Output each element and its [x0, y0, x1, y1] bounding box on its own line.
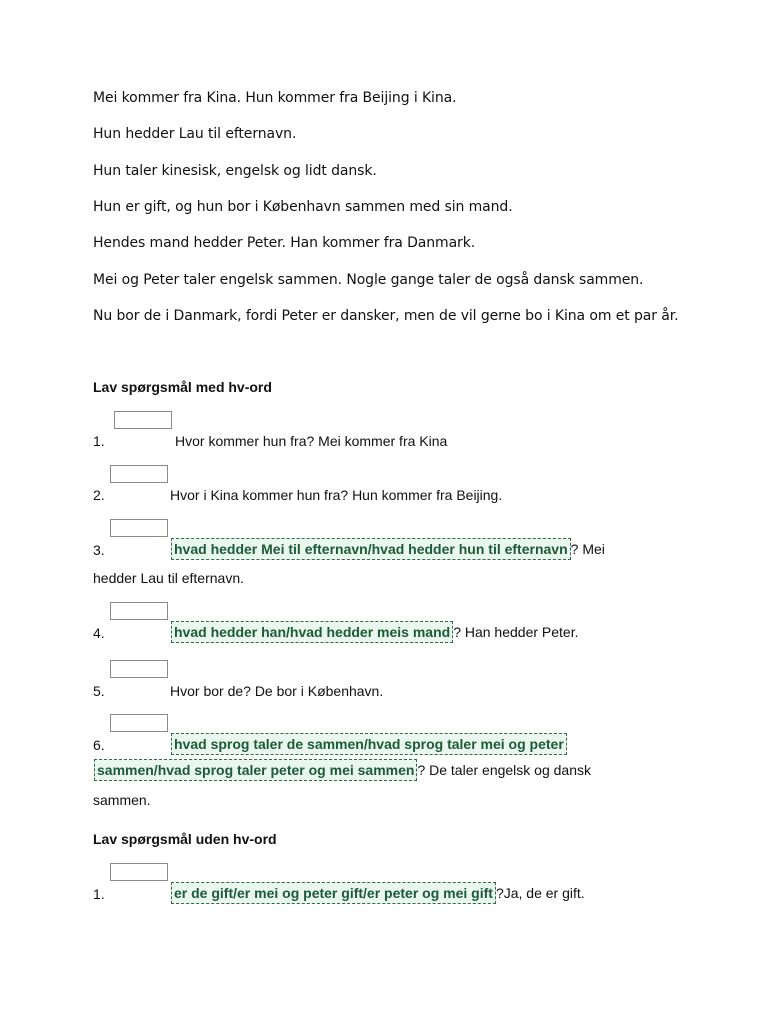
story-line-6: Mei og Peter taler engelsk sammen. Nogle gange taler de også dansk sammen.	[93, 272, 644, 288]
answer-line	[94, 759, 591, 781]
story-line-3: Hun taler kinesisk, engelsk og lidt dansk.	[93, 163, 377, 179]
answer-line	[171, 733, 567, 755]
answer-suffix: ? Mei	[570, 541, 605, 557]
answer-input-3[interactable]	[110, 519, 168, 537]
filled-answer[interactable]: hvad hedder Mei til efternavn/hvad hedder hun til efternavn	[171, 538, 571, 560]
story-line-7: Nu bor de i Danmark, fordi Peter er dansker, men de vil gerne bo i Kina om et par år.	[93, 308, 679, 324]
answer-input-4[interactable]	[110, 602, 168, 620]
item-number: 1.	[93, 433, 105, 449]
answer-input-5[interactable]	[110, 660, 168, 678]
answer-line	[171, 538, 605, 560]
filled-answer[interactable]: hvad hedder han/hvad hedder meis mand	[171, 621, 453, 643]
question-text: Hvor i Kina kommer hun fra? Hun kommer fra Beijing.	[170, 487, 503, 503]
filled-answer-part-2[interactable]: sammen/hvad sprog taler peter og mei sammen	[94, 759, 417, 781]
story-line-4: Hun er gift, og hun bor i København sammen med sin mand.	[93, 199, 513, 215]
answer-input-6[interactable]	[110, 714, 168, 732]
answer-continuation: hedder Lau til efternavn.	[93, 570, 244, 586]
story-line-2: Hun hedder Lau til efternavn.	[93, 126, 297, 142]
section-heading-uden-hv-ord: Lav spørgsmål uden hv-ord	[93, 831, 277, 847]
item-number: 3.	[93, 542, 105, 558]
answer-input-1[interactable]	[114, 411, 172, 429]
answer-line	[171, 621, 579, 643]
story-line-5: Hendes mand hedder Peter. Han kommer fra Danmark.	[93, 235, 476, 251]
item-number: 4.	[93, 625, 105, 641]
item-number: 5.	[93, 683, 105, 699]
filled-answer-part-1[interactable]: hvad sprog taler de sammen/hvad sprog taler mei og peter	[171, 733, 567, 755]
section-heading-hv-ord: Lav spørgsmål med hv-ord	[93, 379, 272, 395]
filled-answer[interactable]: er de gift/er mei og peter gift/er peter og mei gift	[171, 882, 496, 904]
answer-suffix: ?Ja, de er gift.	[495, 885, 585, 901]
item-number: 6.	[93, 737, 105, 753]
story-line-1: Mei kommer fra Kina. Hun kommer fra Beijing i Kina.	[93, 90, 457, 106]
item-number: 1.	[93, 886, 105, 902]
answer-line	[171, 882, 585, 904]
answer-input-2[interactable]	[110, 465, 168, 483]
answer-suffix: ? De taler engelsk og dansk	[417, 762, 592, 778]
answer-continuation: sammen.	[93, 792, 151, 808]
answer-suffix: ? Han hedder Peter.	[453, 624, 579, 640]
item-number: 2.	[93, 487, 105, 503]
answer-input-s2-1[interactable]	[110, 863, 168, 881]
question-text: Hvor kommer hun fra? Mei kommer fra Kina	[175, 433, 448, 449]
question-text: Hvor bor de? De bor i København.	[170, 683, 384, 699]
